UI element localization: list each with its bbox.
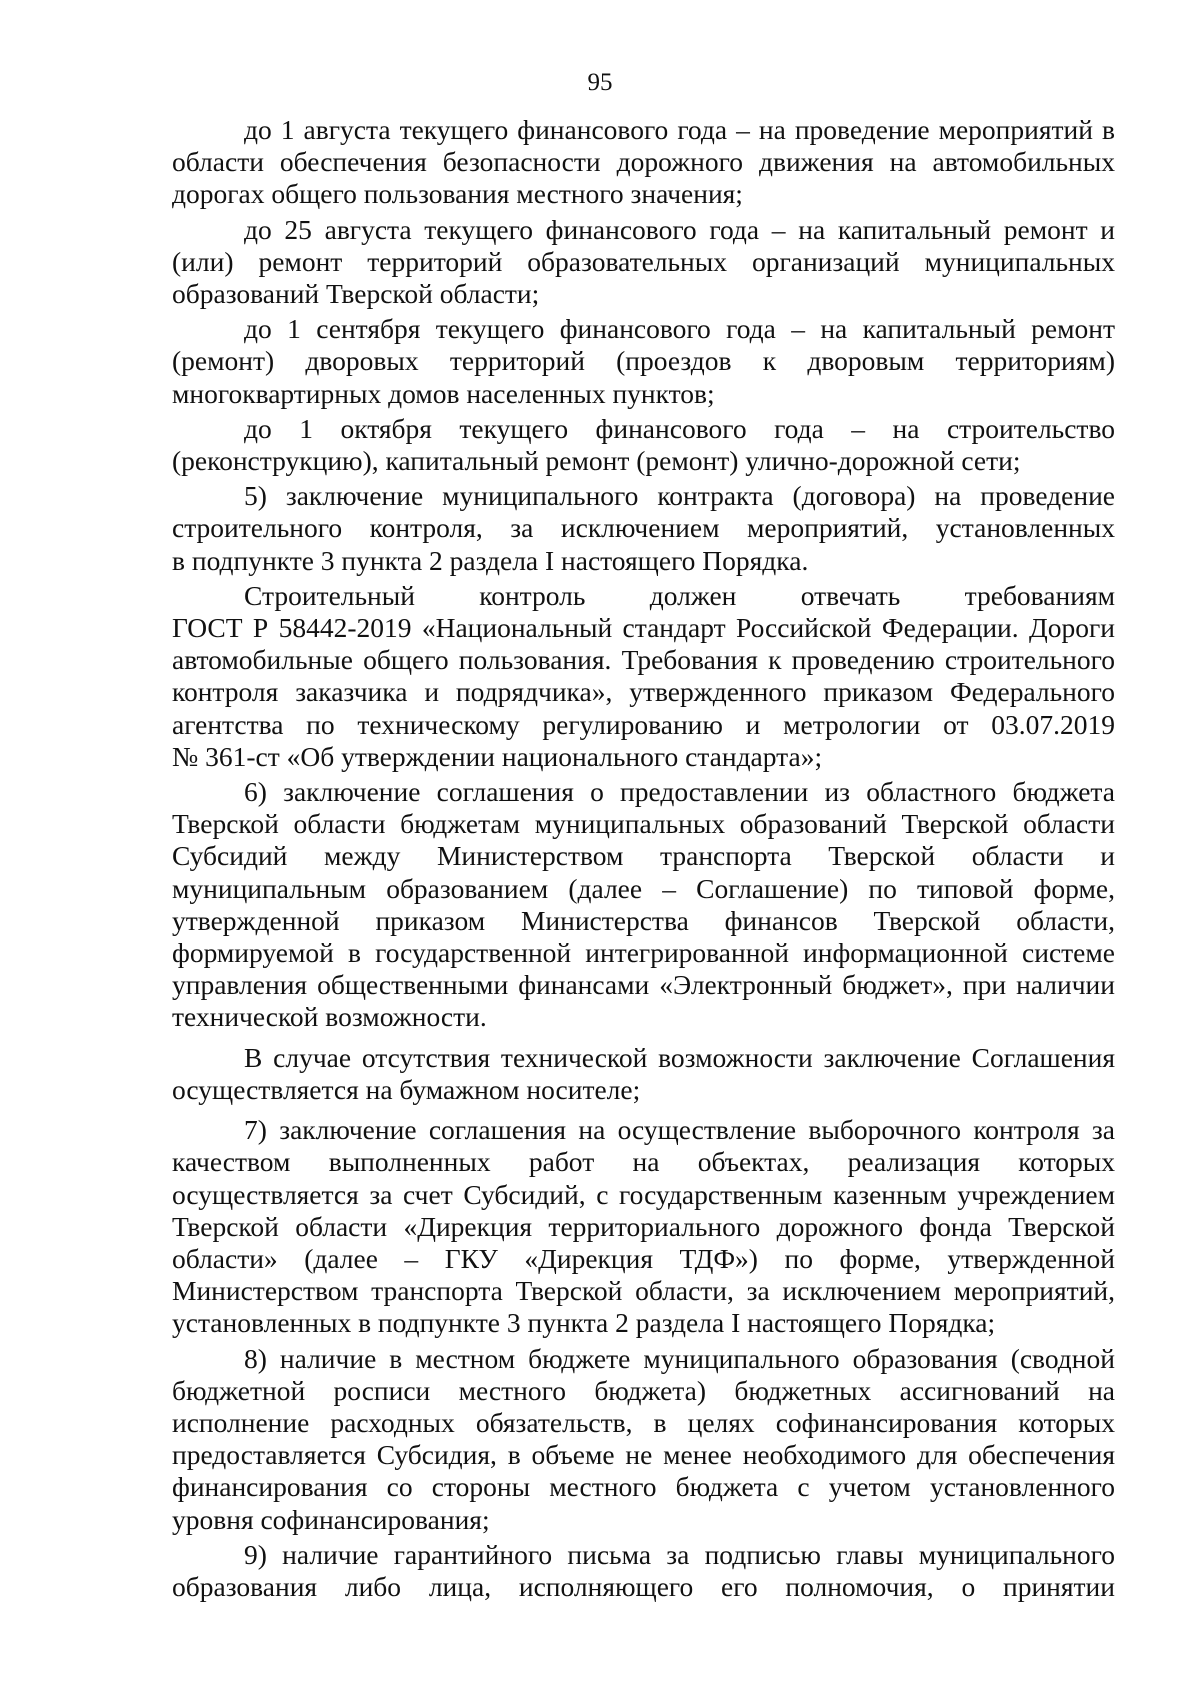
text-line: агентства по техническому регулированию и метрологии от 03.07.2019 <box>172 708 1115 740</box>
text-line: исполнение расходных обязательств, в целях софинансирования которых <box>172 1406 1115 1438</box>
text-line: строительного контроля, за исключением мероприятий, установленных <box>172 512 1115 544</box>
page-number: 95 <box>587 69 613 96</box>
text-line: установленных в подпункте 3 пункта 2 раздела I настоящего Порядка; <box>172 1307 996 1339</box>
text-line: до 1 августа текущего финансового года – на проведение мероприятий в <box>244 114 1115 145</box>
text-line: 9) наличие гарантийного письма за подписью главы муниципального <box>244 1538 1115 1570</box>
paragraph-deadline-october-1 <box>172 413 1115 477</box>
text-line: (или) ремонт территорий образовательных организаций муниципальных <box>172 245 1115 277</box>
paragraph-deadline-september-1 <box>172 313 1115 410</box>
text-line: управления общественными финансами «Электронный бюджет», при наличии <box>172 969 1115 1001</box>
text-line: В случае отсутствия технической возможности заключение Соглашения <box>244 1041 1115 1073</box>
text-line: утвержденной приказом Министерства финансов Тверской области, <box>172 904 1115 936</box>
text-line: предоставляется Субсидия, в объеме не менее необходимого для обеспечения <box>172 1439 1115 1471</box>
text-line: (ремонт) дворовых территорий (проездов к дворовым территориям) <box>172 345 1115 377</box>
text-line: осуществляется за счет Субсидий, с государственным казенным учреждением <box>172 1178 1115 1210</box>
paragraph-paper-agreement <box>172 1042 1115 1106</box>
document-body <box>172 114 1115 1603</box>
text-line: образований Тверской области; <box>172 278 540 310</box>
text-line: формируемой в государственной интегрированной информационной системе <box>172 937 1115 969</box>
text-line: области обеспечения безопасности дорожного движения на автомобильных <box>172 146 1115 178</box>
text-line: 8) наличие в местном бюджете муниципального образования (сводной <box>244 1342 1115 1374</box>
paragraph-item-6 <box>172 776 1115 1034</box>
text-line: качеством выполненных работ на объектах, реализация которых <box>172 1146 1115 1178</box>
text-line: дорогах общего пользования местного значения; <box>172 178 743 210</box>
text-line: до 25 августа текущего финансового года – на капитальный ремонт и <box>244 213 1115 245</box>
text-line: Министерством транспорта Тверской области, за исключением мероприятий, <box>172 1275 1115 1307</box>
text-line: в подпункте 3 пункта 2 раздела I настоящего Порядка. <box>172 544 809 576</box>
text-line: многоквартирных домов населенных пунктов; <box>172 377 715 409</box>
text-line: автомобильные общего пользования. Требования к проведению строительного <box>172 644 1115 676</box>
text-line: образования либо лица, исполняющего его полномочия, о принятии <box>172 1570 1115 1602</box>
text-line: Тверской области «Дирекция территориального дорожного фонда Тверской <box>172 1210 1115 1242</box>
text-line: финансирования со стороны местного бюджета с учетом установленного <box>172 1471 1115 1503</box>
text-line: до 1 октября текущего финансового года – на строительство <box>244 412 1115 444</box>
text-line: муниципальным образованием (далее – Соглашение) по типовой форме, <box>172 872 1115 904</box>
paragraph-deadline-august-1 <box>172 114 1115 211</box>
text-line: 7) заключение соглашения на осуществление выборочного контроля за <box>244 1114 1115 1146</box>
text-line: бюджетной росписи местного бюджета) бюджетных ассигнований на <box>172 1374 1115 1406</box>
paragraph-item-9 <box>172 1539 1115 1603</box>
paragraph-item-7 <box>172 1114 1115 1339</box>
paragraph-item-8 <box>172 1343 1115 1536</box>
text-line: технической возможности. <box>172 1001 487 1033</box>
paragraph-item-5 <box>172 480 1115 577</box>
text-line: Тверской области бюджетам муниципальных образований Тверской области <box>172 808 1115 840</box>
text-line: уровня софинансирования; <box>172 1503 490 1535</box>
text-line: 5) заключение муниципального контракта (договора) на проведение <box>244 480 1115 512</box>
text-line: Строительный контроль должен отвечать требованиям <box>244 579 1115 611</box>
text-line: Субсидий между Министерством транспорта Тверской области и <box>172 840 1115 872</box>
paragraph-deadline-august-25 <box>172 214 1115 311</box>
text-line: № 361-ст «Об утверждении национального стандарта»; <box>172 740 823 772</box>
text-line: до 1 сентября текущего финансового года – на капитальный ремонт <box>244 313 1115 345</box>
text-line: (реконструкцию), капитальный ремонт (ремонт) улично-дорожной сети; <box>172 445 1021 477</box>
text-line: осуществляется на бумажном носителе; <box>172 1073 641 1105</box>
text-line: области» (далее – ГКУ «Дирекция ТДФ») по форме, утвержденной <box>172 1242 1115 1274</box>
paragraph-construction-control <box>172 580 1115 773</box>
text-line: ГОСТ Р 58442-2019 «Национальный стандарт Российской Федерации. Дороги <box>172 612 1115 644</box>
text-line: контроля заказчика и подрядчика», утвержденного приказом Федерального <box>172 676 1115 708</box>
text-line: 6) заключение соглашения о предоставлении из областного бюджета <box>244 776 1115 808</box>
